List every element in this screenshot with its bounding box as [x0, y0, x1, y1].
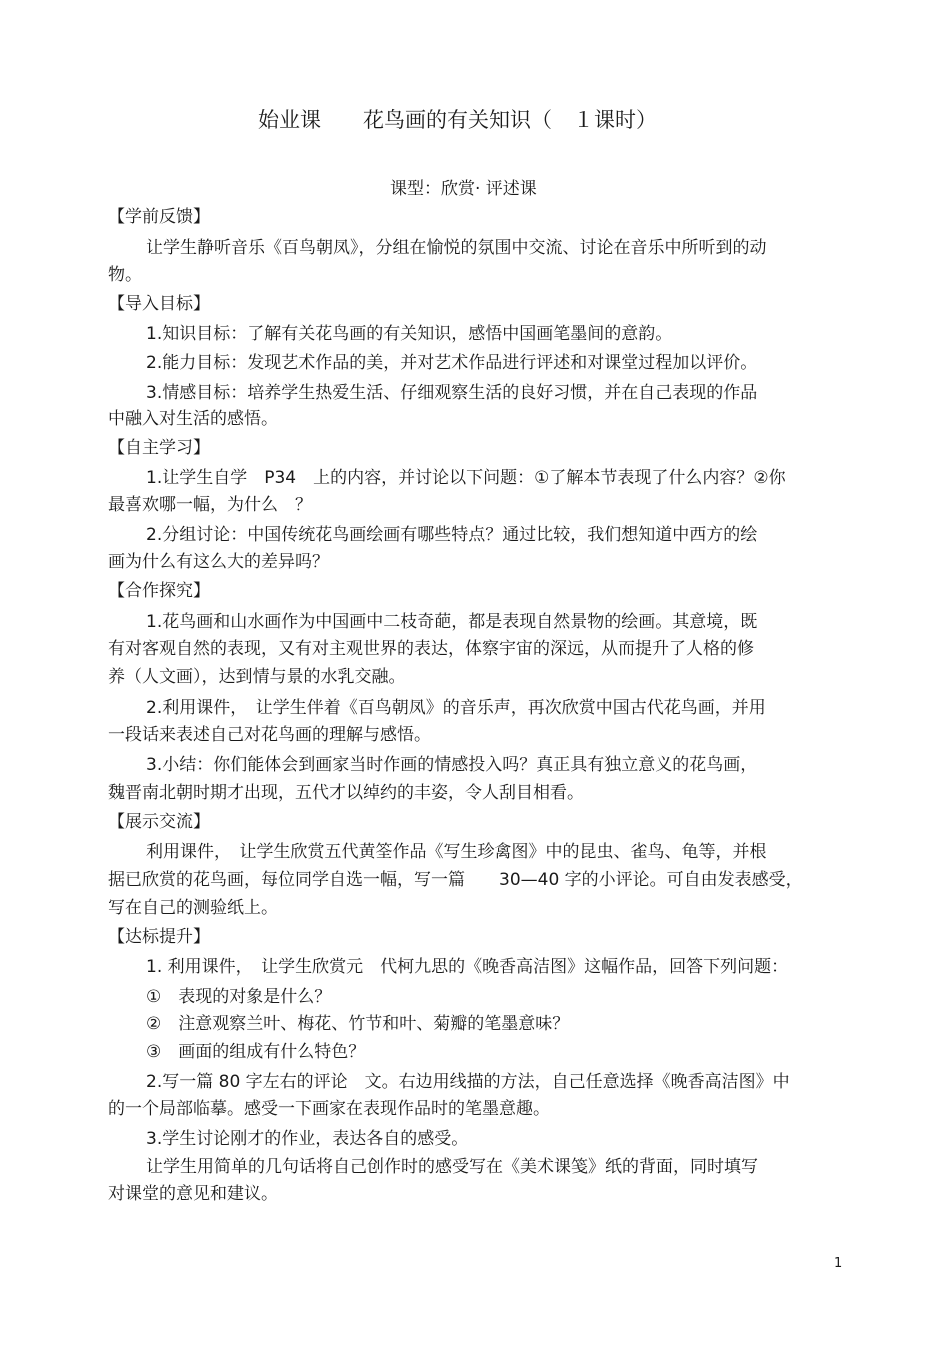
document-title: 始业课 花鸟画的有关知识（ １课时）	[258, 108, 657, 132]
paragraph-line: 1.花鸟画和山水画作为中国画中二枝奇葩，都是表现自然景物的绘画。其意境，既	[146, 612, 758, 632]
paragraph-line: 据已欣赏的花鸟画，每位同学自选一幅，写一篇 30—40 字的小评论。可自由发表感受，	[108, 870, 803, 890]
paragraph-line: 2.写一篇 80 字左右的评论 文。右边用线描的方法，自己任意选择《晚香高洁图》中	[146, 1072, 790, 1092]
paragraph-line: 3.情感目标：培养学生热爱生活、仔细观察生活的良好习惯，并在自己表现的作品	[146, 383, 758, 403]
paragraph-line: 中融入对生活的感悟。	[108, 409, 278, 429]
paragraph-line: 1. 利用课件， 让学生欣赏元 代柯九思的《晚香高洁图》这幅作品，回答下列问题：	[146, 957, 789, 977]
paragraph-line: 让学生用简单的几句话将自己创作时的感受写在《美术课笺》纸的背面，同时填写	[146, 1157, 758, 1177]
page-number: 1	[834, 1256, 843, 1271]
list-item: ③ 画面的组成有什么特色？	[146, 1042, 366, 1062]
section-heading-cooperation: 【合作探究】	[108, 581, 210, 601]
paragraph-line: 魏晋南北朝时期才出现，五代才以绰约的丰姿，令人刮目相看。	[108, 783, 584, 803]
section-heading-improvement: 【达标提升】	[108, 927, 210, 947]
section-heading-self-study: 【自主学习】	[108, 438, 210, 458]
list-item: ① 表现的对象是什么？	[146, 987, 332, 1007]
paragraph-line: 画为什么有这么大的差异吗？	[108, 552, 329, 572]
section-heading-pre-feedback: 【学前反馈】	[108, 207, 210, 227]
paragraph-line: 3.小结：你们能体会到画家当时作画的情感投入吗？真正具有独立意义的花鸟画，	[146, 755, 758, 775]
section-heading-presentation: 【展示交流】	[108, 812, 210, 832]
paragraph-line: 有对客观自然的表现，又有对主观世界的表达，体察宇宙的深远，从而提升了人格的修	[108, 639, 754, 659]
paragraph-line: 1.知识目标：了解有关花鸟画的有关知识，感悟中国画笔墨间的意韵。	[146, 324, 673, 344]
paragraph-line: 的一个局部临摹。感受一下画家在表现作品时的笔墨意趣。	[108, 1099, 550, 1119]
paragraph-line: 3.学生讨论刚才的作业，表达各自的感受。	[146, 1129, 469, 1149]
paragraph-line: 2.分组讨论：中国传统花鸟画绘画有哪些特点？通过比较，我们想知道中西方的绘	[146, 525, 758, 545]
paragraph-line: 利用课件， 让学生欣赏五代黄筌作品《写生珍禽图》中的昆虫、雀鸟、龟等，并根	[146, 842, 767, 862]
paragraph-line: 一段话来表述自己对花鸟画的理解与感悟。	[108, 725, 431, 745]
paragraph-line: 物。	[108, 265, 142, 285]
paragraph-line: 养（人文画），达到情与景的水乳交融。	[108, 667, 406, 687]
paragraph-line: 2.能力目标：发现艺术作品的美，并对艺术作品进行评述和对课堂过程加以评价。	[146, 353, 758, 373]
list-item: ② 注意观察兰叶、梅花、竹节和叶、菊瓣的笔墨意味？	[146, 1014, 570, 1034]
paragraph-line: 对课堂的意见和建议。	[108, 1184, 278, 1204]
section-heading-intro-goals: 【导入目标】	[108, 294, 210, 314]
paragraph-line: 1.让学生自学 P34 上的内容，并讨论以下问题：①了解本节表现了什么内容？②你	[146, 468, 786, 488]
paragraph-line: 2.利用课件， 让学生伴着《百鸟朝凤》的音乐声，再次欣赏中国古代花鸟画，并用	[146, 698, 766, 718]
paragraph-line: 最喜欢哪一幅，为什么 ？	[108, 495, 312, 515]
paragraph-line: 写在自己的测验纸上。	[108, 898, 278, 918]
paragraph-line: 让学生静听音乐《百鸟朝凤》，分组在愉悦的氛围中交流、讨论在音乐中所听到的动	[146, 238, 767, 258]
lesson-type: 课型：欣赏· 评述课	[390, 179, 537, 199]
